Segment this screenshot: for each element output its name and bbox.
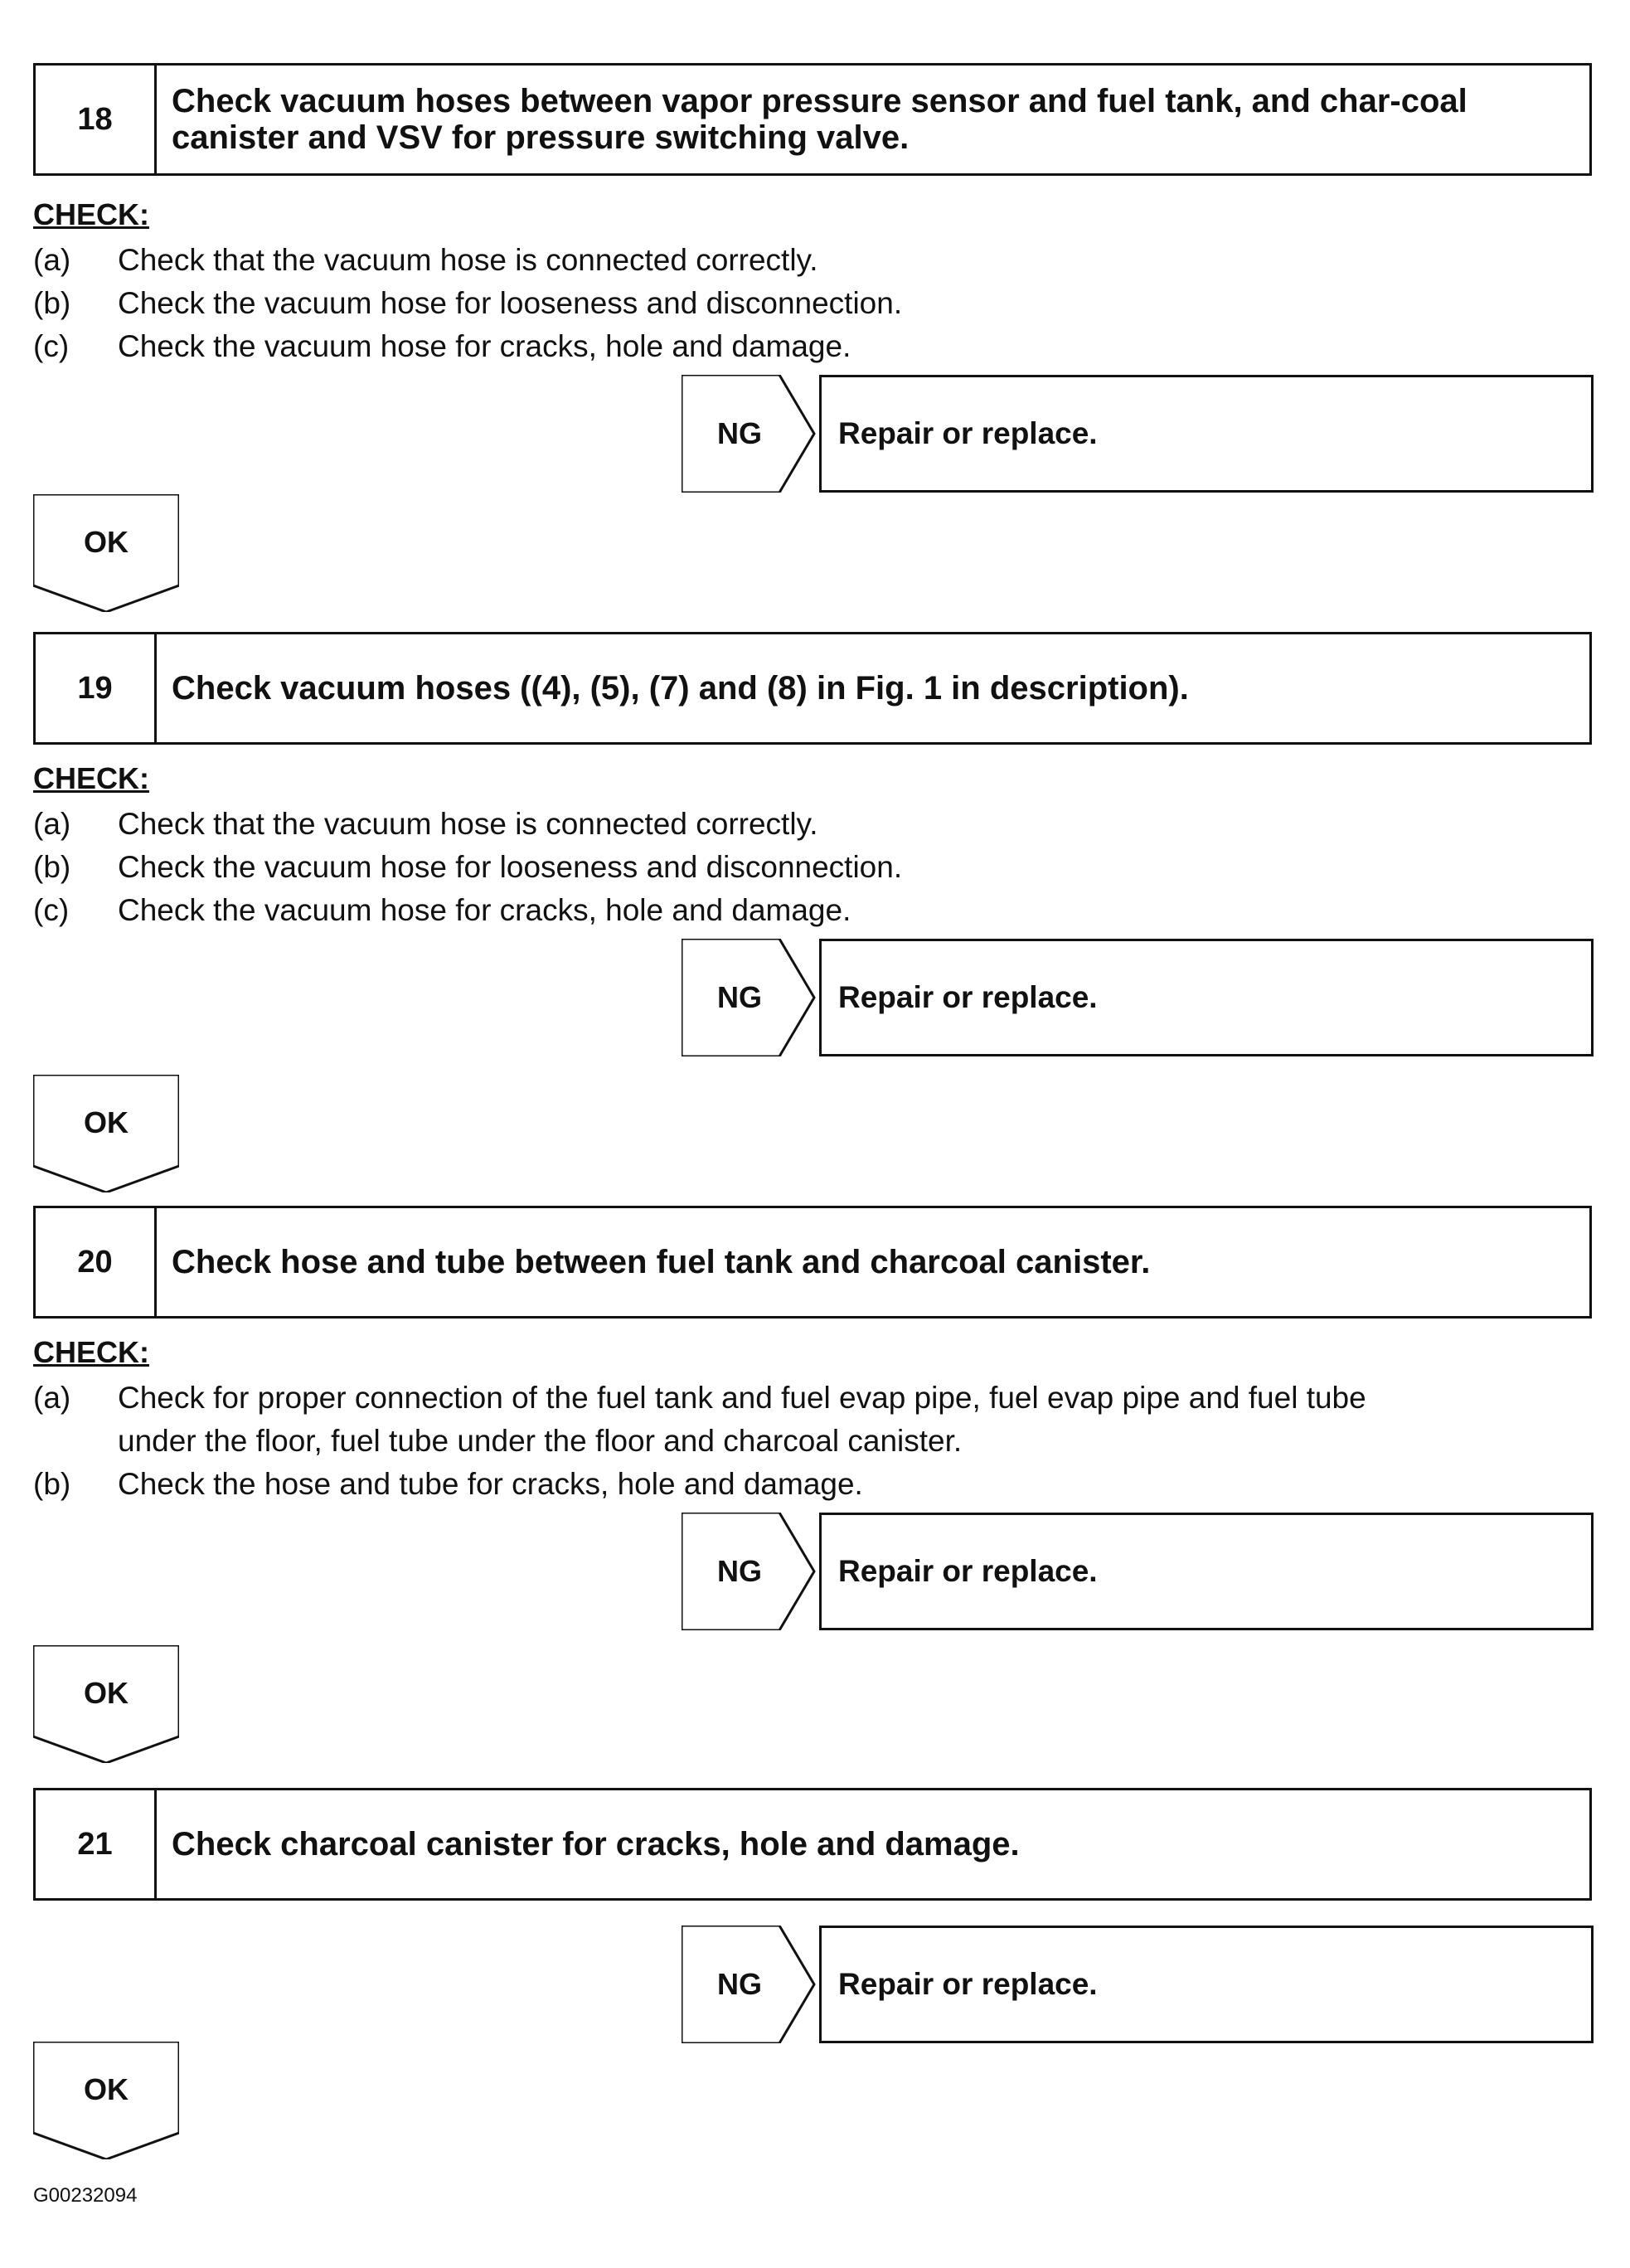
step-19-box: [33, 632, 1592, 745]
step-number: 21: [36, 1790, 157, 1898]
ng-label: NG: [717, 980, 762, 1014]
step-title: Check hose and tube between fuel tank and charcoal canister.: [172, 1244, 1151, 1280]
item-text: Check for proper connection of the fuel tank and fuel evap pipe, fuel evap pipe and fuel tube under the floor, fuel tube under the floor and charcoal canister.: [118, 1381, 1366, 1458]
ng-action-box: Repair or replace.: [819, 375, 1594, 493]
item-label: (b): [33, 850, 71, 884]
item-text: Check the vacuum hose for cracks, hole and damage.: [118, 893, 851, 927]
item-text: Check that the vacuum hose is connected correctly.: [118, 807, 818, 841]
item-label: (a): [33, 807, 71, 841]
item-label: (b): [33, 1467, 71, 1501]
item-text: Check the hose and tube for cracks, hole and damage.: [118, 1467, 863, 1501]
check-heading: CHECK:: [33, 197, 149, 231]
item-text: Check the vacuum hose for cracks, hole and damage.: [118, 329, 851, 363]
step-number: 19: [36, 634, 157, 742]
step-title: Check vacuum hoses between vapor pressure sensor and fuel tank, and char-coal canister and VSV for pressure switching valve.: [172, 83, 1467, 156]
item-text: Check the vacuum hose for looseness and disconnection.: [118, 286, 903, 320]
ok-label: OK: [84, 525, 129, 559]
item-text: Check the vacuum hose for looseness and disconnection.: [118, 850, 903, 884]
ng-label: NG: [717, 1554, 762, 1588]
step-number: 18: [36, 66, 157, 173]
step-20-box: [33, 1206, 1592, 1319]
item-label: (a): [33, 243, 71, 277]
ng-label: NG: [717, 416, 762, 450]
step-title: Check charcoal canister for cracks, hole and damage.: [172, 1826, 1020, 1862]
step-number: 20: [36, 1208, 157, 1316]
check-heading: CHECK:: [33, 1335, 149, 1369]
item-label: (c): [33, 329, 70, 363]
ok-label: OK: [84, 1105, 129, 1139]
step-21-box: [33, 1788, 1592, 1901]
item-text: Check that the vacuum hose is connected correctly.: [118, 243, 818, 277]
figure-code: G00232094: [33, 2184, 138, 2207]
item-label: (a): [33, 1381, 71, 1415]
step-title: Check vacuum hoses ((4), (5), (7) and (8) in Fig. 1 in description).: [172, 670, 1189, 707]
ok-label: OK: [84, 1676, 129, 1710]
step-18-box: [33, 63, 1592, 176]
ok-label: OK: [84, 2072, 129, 2106]
item-label: (b): [33, 286, 71, 320]
ng-action-box: Repair or replace.: [819, 1513, 1594, 1630]
ng-action-box: Repair or replace.: [819, 1926, 1594, 2043]
item-label: (c): [33, 893, 70, 927]
ng-action-box: Repair or replace.: [819, 939, 1594, 1056]
check-heading: CHECK:: [33, 761, 149, 795]
ng-label: NG: [717, 1967, 762, 2001]
